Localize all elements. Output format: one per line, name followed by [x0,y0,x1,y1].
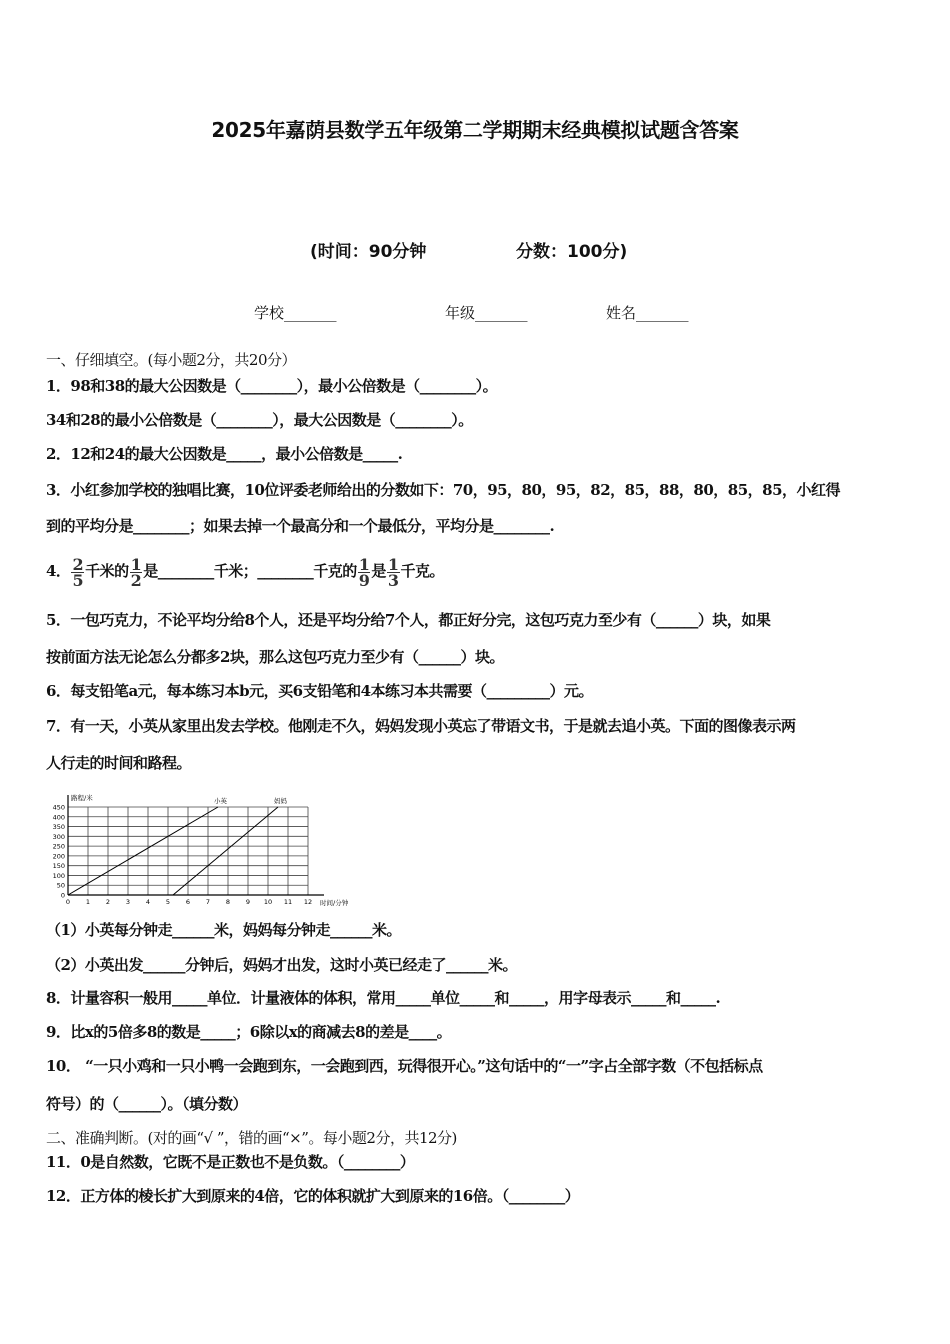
page-title: 2025年嘉荫县数学五年级第二学期期末经典模拟试题含答案 [211,118,739,142]
distance-time-chart [46,783,366,908]
question-6: 6．每支铅笔a元，每本练习本b元，买6支铅笔和4本练习本共需要（_________）元。 [46,682,594,700]
x-tick-label: 4 [145,898,151,906]
grade-field[interactable]: 年级_______ [445,304,528,322]
question-3b: 到的平均分是________；如果去掉一个最高分和一个最低分，平均分是________. [46,517,555,535]
x-tick-label: 8 [225,898,231,906]
question-7b: 人行走的时间和路程。 [46,754,192,772]
y-tick-label: 100 [52,871,65,880]
time-info: (时间：90分钟 [310,242,427,262]
score-info: 分数：100分) [516,242,628,262]
x-tick-label: 12 [303,898,313,906]
y-tick-label: 150 [52,862,65,871]
fraction-1-3: $\frac{1}{3}$ [387,554,399,590]
question-4-number: 4． [46,562,71,580]
fraction-1-9: $\frac{1}{9}$ [358,554,370,590]
x-tick-label: 0 [65,898,71,906]
question-5b: 按前面方法无论怎么分都多2块，那么这包巧克力至少有（______）块。 [46,648,504,666]
fraction-2-5: $\frac{2}{5}$ [72,554,84,590]
y-tick-label: 400 [52,813,65,822]
question-3a: 3．小红参加学校的独唱比赛，10位评委老师给出的分数如下：70，95，80，95，82，85，88，80，85，85，小红得 [46,481,841,499]
question-12: 12．正方体的棱长扩大到原来的4倍，它的体积就扩大到原来的16倍。（________） [46,1187,580,1205]
x-tick-label: 2 [105,898,111,906]
series-label-1: 小英 [214,797,227,805]
question-7-2: （2）小英出发______分钟后，妈妈才出发，这时小英已经走了______米。 [46,956,517,974]
question-5a: 5．一包巧克力，不论平均分给8个人，还是平均分给7个人，都正好分完，这包巧克力至少有（______）块，如果 [46,611,771,629]
series-label-2: 妈妈 [274,797,287,805]
question-8: 8．计量容积一般用_____单位．计量液体的体积，常用_____单位_____和_____，用字母表示_____和_____. [46,989,721,1007]
x-tick-label: 5 [165,898,171,906]
section-1-heading: 一、仔细填空。(每小题2分，共20分） [46,351,296,369]
question-1b: 34和28的最小公倍数是（________），最大公因数是（________）。 [46,411,473,429]
y-tick-label: 300 [52,832,65,841]
question-7a: 7．有一天，小英从家里出发去学校。他刚走不久，妈妈发现小英忘了带语文书，于是就去追小英。下面的图像表示两 [46,717,796,735]
y-axis-label: 路程/米 [71,794,93,802]
y-tick-label: 350 [52,823,65,832]
question-2: 2．12和24的最大公因数是_____，最小公倍数是_____. [46,445,403,463]
x-tick-label: 3 [125,898,131,906]
question-1a: 1．98和38的最大公因数是（________），最小公倍数是（________）。 [46,377,498,395]
x-tick-label: 6 [185,898,191,906]
question-7-1: （1）小英每分钟走______米，妈妈每分钟走______米。 [46,921,401,939]
section-2-heading: 二、准确判断。(对的画“√ ”，错的画“×”。每小题2分，共12分) [46,1129,457,1147]
y-tick-label: 50 [56,881,65,890]
x-tick-label: 11 [283,898,293,906]
school-field[interactable]: 学校_______ [254,304,337,322]
y-tick-label: 250 [52,842,65,851]
name-field[interactable]: 姓名_______ [606,304,689,322]
x-tick-label: 10 [263,898,273,906]
series-line-2 [173,807,278,895]
question-9: 9．比x的5倍多8的数是_____；6除以x的商减去8的差是____。 [46,1023,452,1041]
x-tick-label: 1 [85,898,91,906]
question-10a: 10． “一只小鸡和一只小鸭一会跑到东，一会跑到西，玩得很开心。”这句话中的“一”字占全部字数（不包括标点 [46,1057,763,1075]
fraction-1-2: $\frac{1}{2}$ [130,554,142,590]
y-tick-label: 450 [52,803,65,812]
x-tick-label: 9 [245,898,251,906]
question-4: 4． $\frac{2}{5}$ 千米的 $\frac{1}{2}$ 是________千米；________千克的 $\frac{1}{9}$ 是 $\frac{1}{3}$ 千克。 [46,554,445,590]
y-tick-label: 200 [52,852,65,861]
y-tick-label: 0 [60,891,65,900]
x-axis-label: 时间/分钟 [320,899,349,907]
x-tick-label: 7 [205,898,211,906]
series-line-1 [68,807,218,895]
question-10b: 符号）的（______）。（填分数） [46,1095,248,1113]
question-11: 11．0是自然数，它既不是正数也不是负数。（________） [46,1153,415,1171]
